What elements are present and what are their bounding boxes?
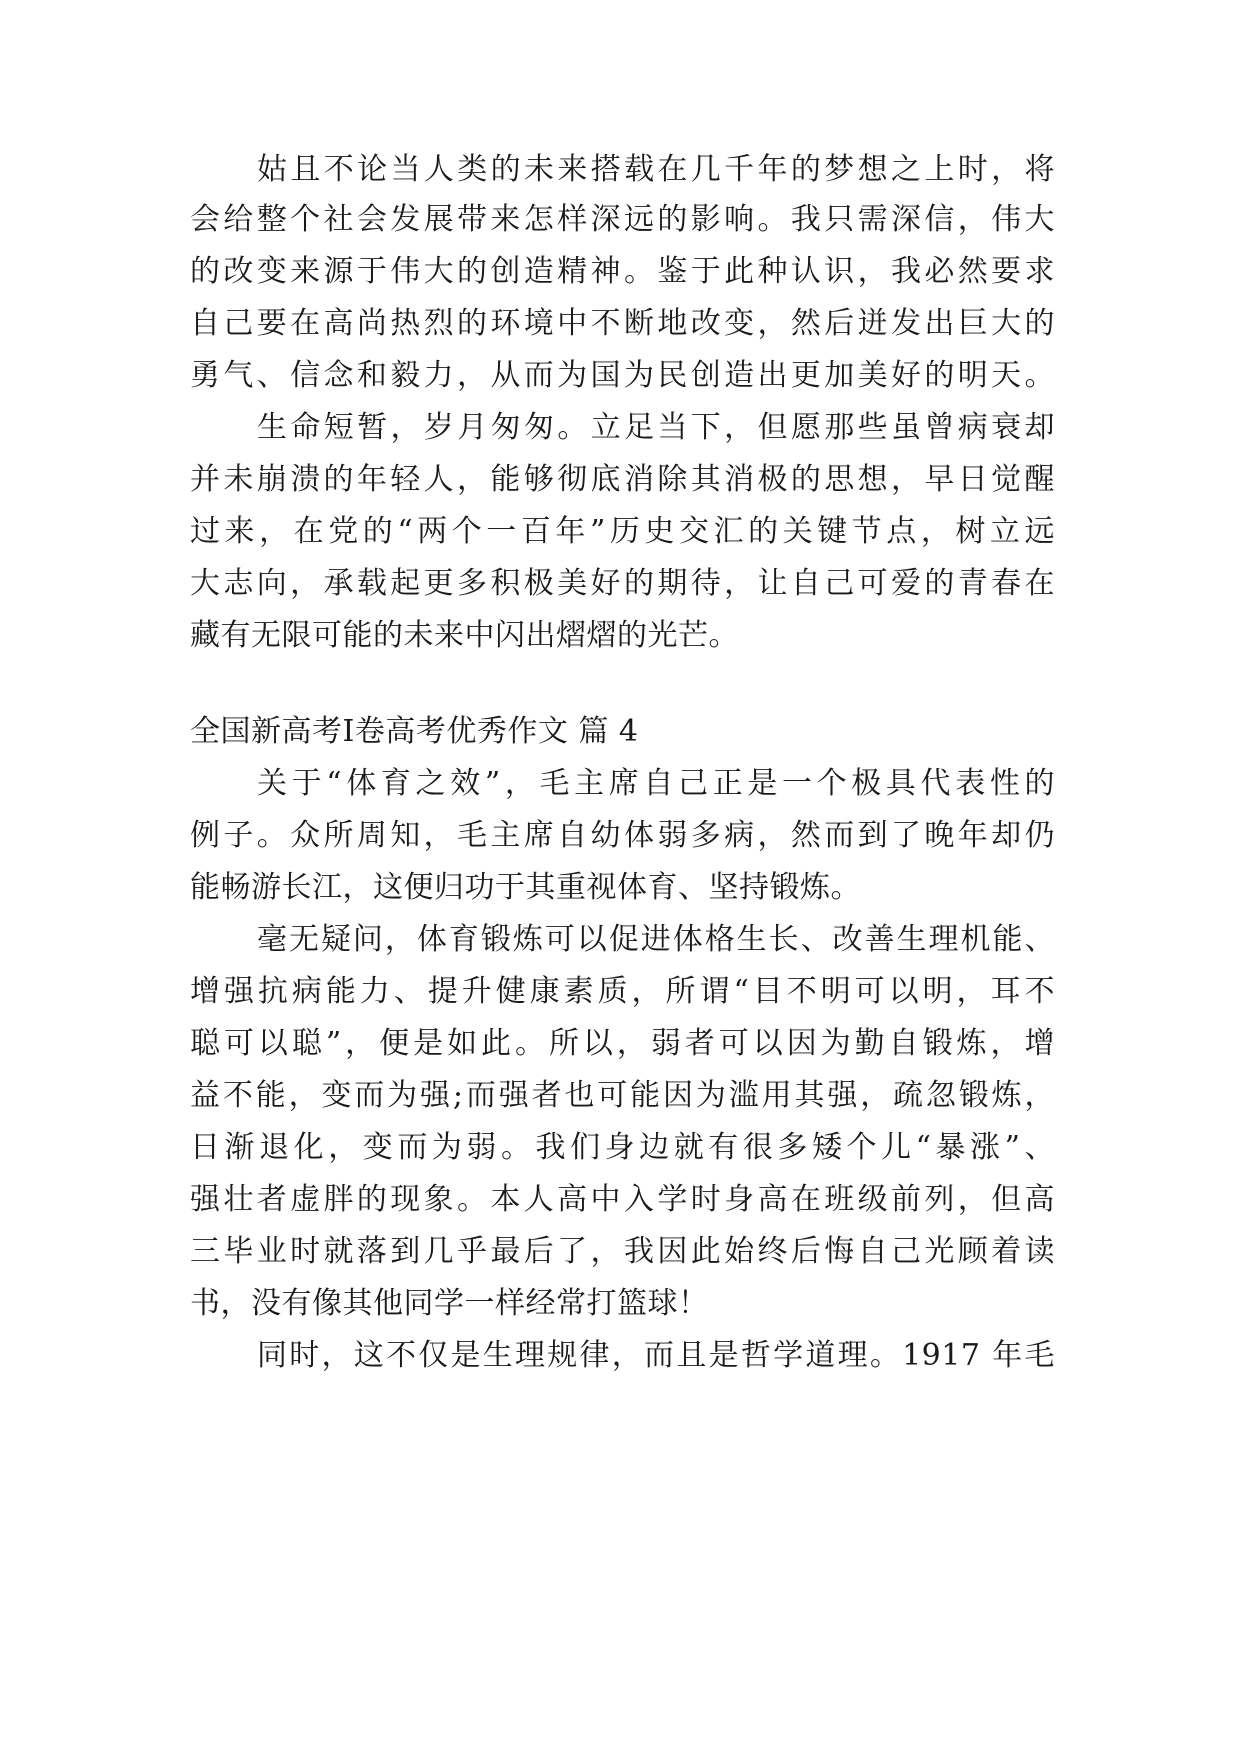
paragraph-line: 例子。众所周知，毛主席自幼体弱多病，然而到了晚年却仍	[190, 818, 1055, 853]
paragraph-line: 并未崩溃的年轻人，能够彻底消除其消极的思想，早日觉醒	[190, 462, 1055, 497]
paragraph-line: 书，没有像其他同学一样经常打篮球！	[190, 1286, 709, 1321]
paragraph-line: 自己要在高尚热烈的环境中不断地改变，然后迸发出巨大的	[190, 306, 1055, 341]
paragraph-line: 聪可以聪”，便是如此。所以，弱者可以因为勤自锻炼，增	[190, 1026, 1055, 1061]
paragraph-line: 强壮者虚胖的现象。本人高中入学时身高在班级前列，但高	[190, 1182, 1055, 1217]
paragraph-line: 增强抗病能力、提升健康素质，所谓“目不明可以明，耳不	[190, 974, 1055, 1009]
paragraph-line: 过来，在党的“两个一百年”历史交汇的关键节点，树立远	[190, 514, 1055, 549]
paragraph-line: 姑且不论当人类的未来搭载在几千年的梦想之上时，将	[257, 152, 1055, 187]
paragraph-line: 能畅游长江，这便归功于其重视体育、坚持锻炼。	[190, 870, 861, 905]
paragraph-line: 会给整个社会发展带来怎样深远的影响。我只需深信，伟大	[190, 202, 1055, 237]
paragraph-line: 毫无疑问，体育锻炼可以促进体格生长、改善生理机能、	[257, 922, 1055, 957]
paragraph-line: 勇气、信念和毅力，从而为国为民创造出更加美好的明天。	[190, 358, 1055, 393]
paragraph-line: 的改变来源于伟大的创造精神。鉴于此种认识，我必然要求	[190, 254, 1055, 289]
paragraph-line: 关于“体育之效”，毛主席自己正是一个极具代表性的	[257, 766, 1055, 801]
paragraph-line: 日渐退化，变而为弱。我们身边就有很多矮个儿“暴涨”、	[190, 1130, 1055, 1165]
paragraph-line: 益不能，变而为强;而强者也可能因为滥用其强，疏忽锻炼，	[190, 1078, 1055, 1113]
paragraph-line: 大志向，承载起更多积极美好的期待，让自己可爱的青春在	[190, 566, 1055, 601]
paragraph-line: 藏有无限可能的未来中闪出熠熠的光芒。	[190, 618, 739, 653]
paragraph-line: 同时，这不仅是生理规律，而且是哲学道理。1917 年毛	[257, 1338, 1055, 1373]
paragraph-line: 三毕业时就落到几乎最后了，我因此始终后悔自己光顾着读	[190, 1234, 1055, 1269]
section-heading: 全国新高考Ⅰ卷高考优秀作文 篇 4	[190, 714, 639, 749]
paragraph-line: 生命短暂，岁月匆匆。立足当下，但愿那些虽曾病衰却	[257, 410, 1055, 445]
